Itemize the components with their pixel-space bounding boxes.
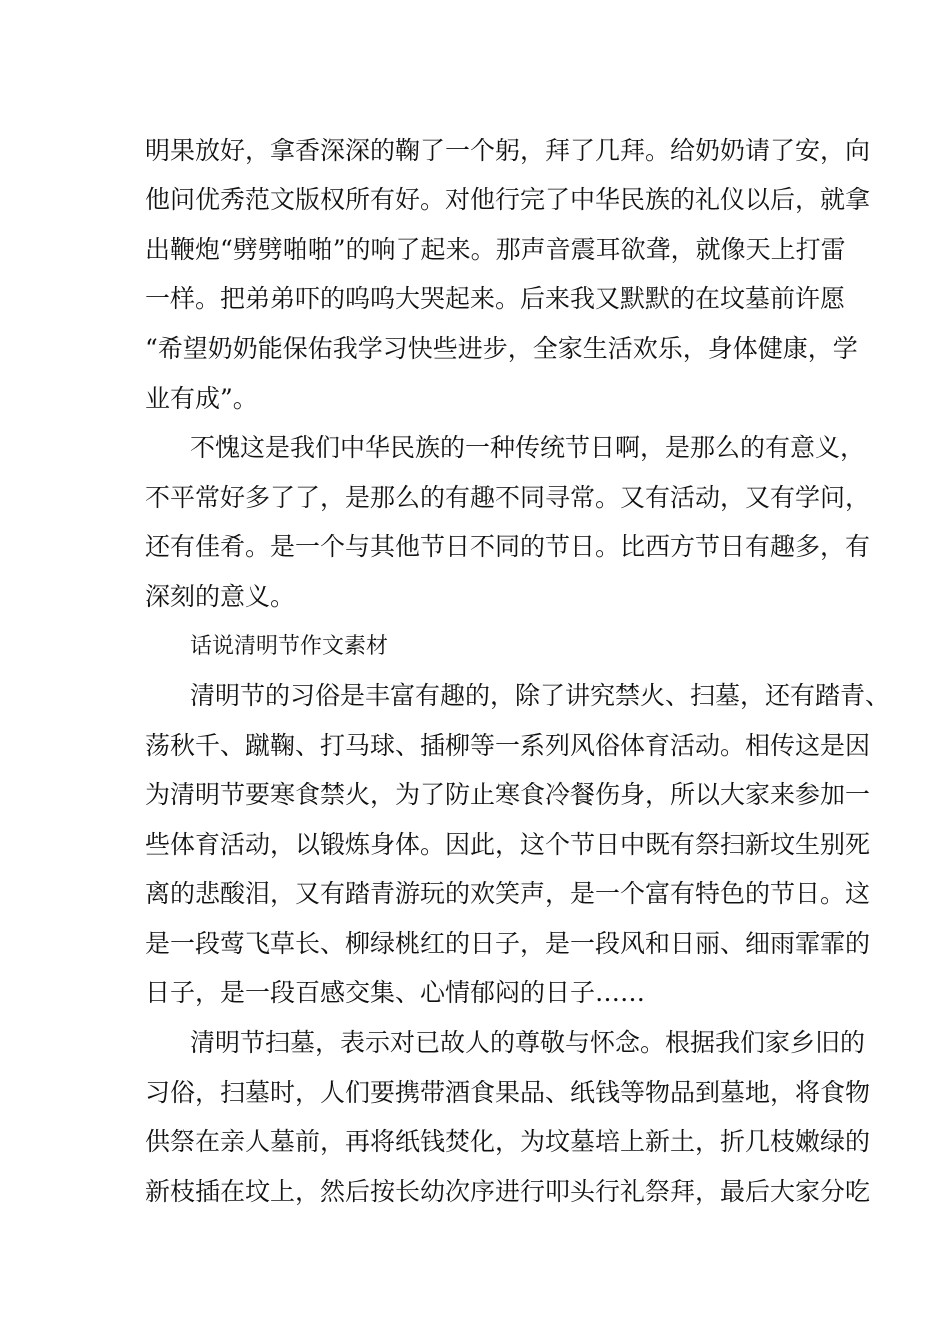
paragraph-1-line-1: 明果放好，拿香深深的鞠了一个躬，拜了几拜。给奶奶请了安，向 — [145, 136, 871, 165]
paragraph-1-line-6: 业有成”。 — [145, 384, 258, 413]
paragraph-2-line-2: 不平常好多了了，是那么的有趣不同寻常。又有活动，又有学问， — [145, 483, 871, 512]
paragraph-1-line-5: “希望奶奶能保佑我学习快些进步，全家生活欢乐，身体健康，学 — [145, 334, 858, 363]
paragraph-3-line-2: 荡秋千、蹴鞠、打马球、插柳等一系列风俗体育活动。相传这是因 — [145, 731, 871, 760]
paragraph-3-line-5: 离的悲酸泪，又有踏青游玩的欢笑声，是一个富有特色的节日。这 — [145, 879, 871, 908]
paragraph-1-line-4: 一样。把弟弟吓的呜呜大哭起来。后来我又默默的在坟墓前许愿 — [145, 284, 846, 313]
paragraph-1-line-2: 他问优秀范文版权所有好。对他行完了中华民族的礼仪以后，就拿 — [145, 185, 871, 214]
paragraph-3-line-7: 日子，是一段百感交集、心情郁闷的日子…… — [145, 978, 646, 1007]
paragraph-2-line-1: 不愧这是我们中华民族的一种传统节日啊，是那么的有意义， — [190, 433, 866, 462]
paragraph-4-line-1: 清明节扫墓，表示对已故人的尊敬与怀念。根据我们家乡旧的 — [190, 1028, 866, 1057]
paragraph-2-line-4: 深刻的意义。 — [145, 582, 296, 611]
section-heading: 话说清明节作文素材 — [190, 634, 389, 659]
paragraph-3-line-4: 些体育活动，以锻炼身体。因此，这个节日中既有祭扫新坟生别死 — [145, 830, 871, 859]
paragraph-3-line-3: 为清明节要寒食禁火，为了防止寒食冷餐伤身，所以大家来参加一 — [145, 780, 871, 809]
paragraph-2-line-3: 还有佳肴。是一个与其他节日不同的节日。比西方节日有趣多，有 — [145, 532, 871, 561]
paragraph-3-line-1: 清明节的习俗是丰富有趣的，除了讲究禁火、扫墓，还有踏青、 — [190, 681, 891, 710]
paragraph-4-line-3: 供祭在亲人墓前，再将纸钱焚化，为坟墓培上新土，折几枝嫩绿的 — [145, 1127, 871, 1156]
paragraph-3-line-6: 是一段莺飞草长、柳绿桃红的日子，是一段风和日丽、细雨霏霏的 — [145, 929, 871, 958]
paragraph-4-line-4: 新枝插在坟上，然后按长幼次序进行叩头行礼祭拜，最后大家分吃 — [145, 1177, 871, 1206]
paragraph-4-line-2: 习俗，扫墓时，人们要携带酒食果品、纸钱等物品到墓地，将食物 — [145, 1078, 871, 1107]
paragraph-1-line-3: 出鞭炮“劈劈啪啪”的响了起来。那声音震耳欲聋，就像天上打雷 — [145, 235, 846, 264]
